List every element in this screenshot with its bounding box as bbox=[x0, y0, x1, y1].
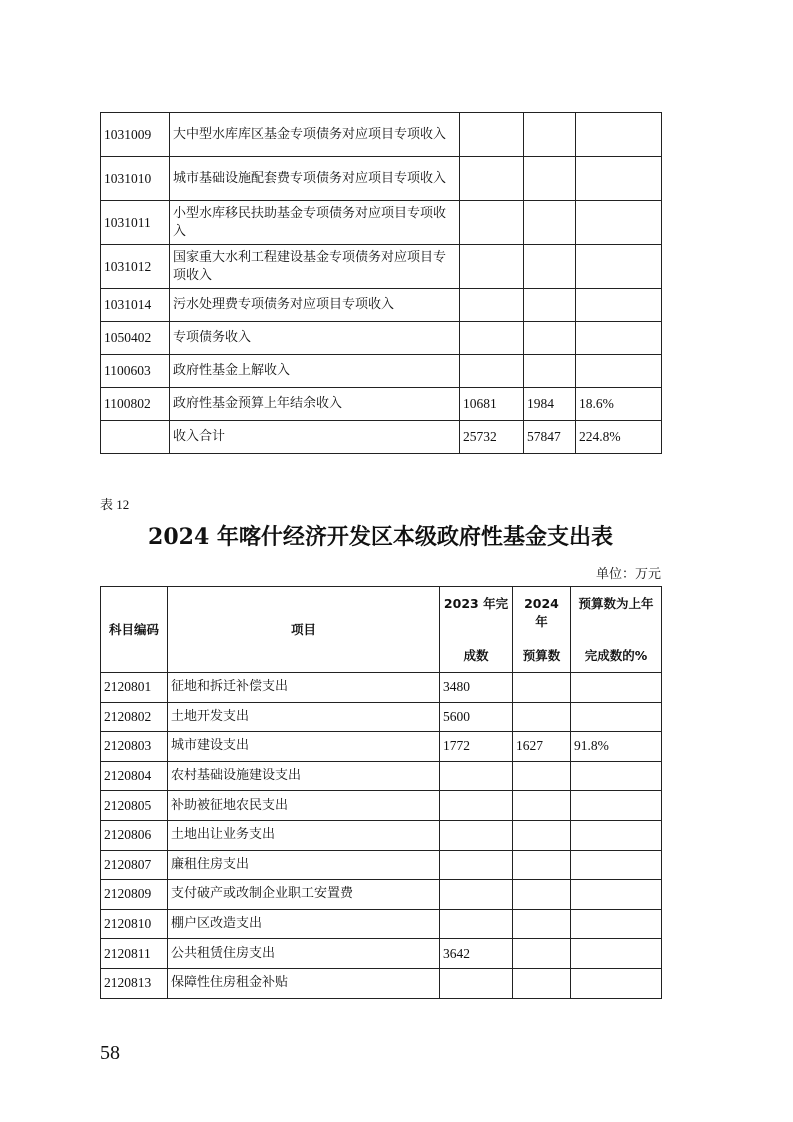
subject-code: 2120802 bbox=[101, 702, 168, 732]
budget-value bbox=[524, 355, 576, 388]
item-name: 国家重大水利工程建设基金专项债务对应项目专项收入 bbox=[170, 245, 460, 289]
budget-ratio: 18.6% bbox=[576, 388, 662, 421]
table-row bbox=[101, 289, 662, 322]
prior-year-actual: 25732 bbox=[460, 421, 524, 454]
total-row bbox=[101, 421, 662, 454]
budget-ratio bbox=[571, 791, 662, 821]
prior-year-actual bbox=[460, 322, 524, 355]
item-name: 政府性基金上解收入 bbox=[170, 355, 460, 388]
prior-year-actual: 3642 bbox=[440, 939, 513, 969]
prior-year-actual: 5600 bbox=[440, 702, 513, 732]
item-name: 城市建设支出 bbox=[168, 732, 440, 762]
subject-code: 2120803 bbox=[101, 732, 168, 762]
budget-ratio bbox=[571, 820, 662, 850]
header-text: 完成数的% bbox=[584, 647, 648, 663]
budget-ratio bbox=[571, 673, 662, 703]
item-name: 收入合计 bbox=[170, 421, 460, 454]
item-name: 公共租赁住房支出 bbox=[168, 939, 440, 969]
budget-value: 1627 bbox=[513, 732, 571, 762]
header-prior-year-actual bbox=[440, 587, 513, 673]
budget-ratio bbox=[576, 245, 662, 289]
table-row bbox=[101, 245, 662, 289]
budget-ratio: 224.8% bbox=[576, 421, 662, 454]
budget-value bbox=[513, 673, 571, 703]
header-subject-code: 科目编码 bbox=[101, 587, 168, 673]
budget-value bbox=[513, 820, 571, 850]
budget-ratio bbox=[571, 702, 662, 732]
item-name: 廉租住房支出 bbox=[168, 850, 440, 880]
subject-code: 1031011 bbox=[101, 201, 170, 245]
budget-ratio bbox=[571, 761, 662, 791]
prior-year-actual: 3480 bbox=[440, 673, 513, 703]
header-item: 项目 bbox=[168, 587, 440, 673]
budget-value bbox=[524, 201, 576, 245]
subject-code: 1100603 bbox=[101, 355, 170, 388]
subject-code: 1050402 bbox=[101, 322, 170, 355]
table-row bbox=[101, 201, 662, 245]
expenditure-table bbox=[100, 586, 662, 999]
income-table-continued bbox=[100, 112, 662, 454]
budget-value bbox=[513, 761, 571, 791]
table-number-label: 表 12 bbox=[100, 497, 130, 512]
prior-year-actual bbox=[440, 968, 513, 998]
prior-year-actual bbox=[440, 880, 513, 910]
prior-year-actual bbox=[440, 791, 513, 821]
table-row bbox=[101, 673, 662, 703]
table-row bbox=[101, 939, 662, 969]
subject-code: 1100802 bbox=[101, 388, 170, 421]
budget-ratio bbox=[571, 939, 662, 969]
budget-ratio: 91.8% bbox=[571, 732, 662, 762]
budget-value bbox=[513, 850, 571, 880]
item-name: 土地出让业务支出 bbox=[168, 820, 440, 850]
subject-code: 2120811 bbox=[101, 939, 168, 969]
item-name: 土地开发支出 bbox=[168, 702, 440, 732]
table-row bbox=[101, 791, 662, 821]
item-name: 农村基础设施建设支出 bbox=[168, 761, 440, 791]
table-row bbox=[101, 322, 662, 355]
budget-ratio bbox=[571, 968, 662, 998]
budget-ratio bbox=[571, 909, 662, 939]
budget-value bbox=[524, 289, 576, 322]
table-header-row bbox=[101, 587, 662, 673]
budget-ratio bbox=[576, 355, 662, 388]
subject-code: 1031014 bbox=[101, 289, 170, 322]
subject-code: 1031012 bbox=[101, 245, 170, 289]
table-row bbox=[101, 732, 662, 762]
budget-value bbox=[524, 113, 576, 157]
table-row bbox=[101, 355, 662, 388]
table-row bbox=[101, 880, 662, 910]
prior-year-actual bbox=[460, 157, 524, 201]
item-name: 大中型水库库区基金专项债务对应项目专项收入 bbox=[170, 113, 460, 157]
budget-ratio bbox=[576, 201, 662, 245]
table-row bbox=[101, 820, 662, 850]
item-name: 政府性基金预算上年结余收入 bbox=[170, 388, 460, 421]
prior-year-actual bbox=[460, 201, 524, 245]
prior-year-actual bbox=[440, 909, 513, 939]
budget-value bbox=[524, 157, 576, 201]
budget-value bbox=[524, 245, 576, 289]
subject-code: 2120813 bbox=[101, 968, 168, 998]
header-budget bbox=[513, 587, 571, 673]
item-name: 棚户区改造支出 bbox=[168, 909, 440, 939]
header-ratio bbox=[571, 587, 662, 673]
subject-code: 2120804 bbox=[101, 761, 168, 791]
budget-value bbox=[513, 791, 571, 821]
budget-ratio bbox=[571, 850, 662, 880]
prior-year-actual bbox=[460, 113, 524, 157]
budget-ratio bbox=[576, 157, 662, 201]
subject-code: 2120807 bbox=[101, 850, 168, 880]
budget-value bbox=[513, 880, 571, 910]
item-name: 支付破产或改制企业职工安置费 bbox=[168, 880, 440, 910]
budget-value bbox=[513, 909, 571, 939]
header-text: 成数 bbox=[463, 647, 489, 663]
item-name: 城市基础设施配套费专项债务对应项目专项收入 bbox=[170, 157, 460, 201]
item-name: 保障性住房租金补贴 bbox=[168, 968, 440, 998]
prior-year-actual bbox=[460, 245, 524, 289]
subject-code: 1031009 bbox=[101, 113, 170, 157]
prior-year-actual: 10681 bbox=[460, 388, 524, 421]
subject-code: 2120806 bbox=[101, 820, 168, 850]
table-title: 2024 年喀什经济开发区本级政府性基金支出表 bbox=[148, 524, 613, 550]
subject-code: 2120809 bbox=[101, 880, 168, 910]
budget-value: 57847 bbox=[524, 421, 576, 454]
budget-value bbox=[513, 968, 571, 998]
subject-code: 2120801 bbox=[101, 673, 168, 703]
budget-value bbox=[524, 322, 576, 355]
header-text: 2024 年 bbox=[524, 595, 559, 629]
prior-year-actual bbox=[440, 820, 513, 850]
table-row bbox=[101, 113, 662, 157]
table-row bbox=[101, 761, 662, 791]
prior-year-actual bbox=[440, 850, 513, 880]
header-text: 2023 年完 bbox=[443, 595, 509, 611]
prior-year-actual bbox=[460, 355, 524, 388]
unit-label: 单位：万元 bbox=[595, 567, 661, 582]
item-name: 污水处理费专项债务对应项目专项收入 bbox=[170, 289, 460, 322]
table-row bbox=[101, 702, 662, 732]
prior-year-actual: 1772 bbox=[440, 732, 513, 762]
subject-code: 2120805 bbox=[101, 791, 168, 821]
table-row bbox=[101, 388, 662, 421]
table-row bbox=[101, 850, 662, 880]
budget-ratio bbox=[576, 289, 662, 322]
prior-year-actual bbox=[460, 289, 524, 322]
item-name: 专项债务收入 bbox=[170, 322, 460, 355]
budget-ratio bbox=[576, 322, 662, 355]
budget-value bbox=[513, 702, 571, 732]
header-text: 预算数 bbox=[522, 647, 561, 663]
item-name: 小型水库移民扶助基金专项债务对应项目专项收入 bbox=[170, 201, 460, 245]
header-text: 预算数为上年 bbox=[578, 595, 654, 611]
table-row bbox=[101, 909, 662, 939]
budget-ratio bbox=[571, 880, 662, 910]
item-name: 征地和拆迁补偿支出 bbox=[168, 673, 440, 703]
subject-code: 2120810 bbox=[101, 909, 168, 939]
budget-ratio bbox=[576, 113, 662, 157]
table-row bbox=[101, 968, 662, 998]
budget-value bbox=[513, 939, 571, 969]
page-number: 58 bbox=[100, 1042, 120, 1064]
budget-value: 1984 bbox=[524, 388, 576, 421]
table-row bbox=[101, 157, 662, 201]
item-name: 补助被征地农民支出 bbox=[168, 791, 440, 821]
subject-code: 1031010 bbox=[101, 157, 170, 201]
subject-code bbox=[101, 421, 170, 454]
prior-year-actual bbox=[440, 761, 513, 791]
